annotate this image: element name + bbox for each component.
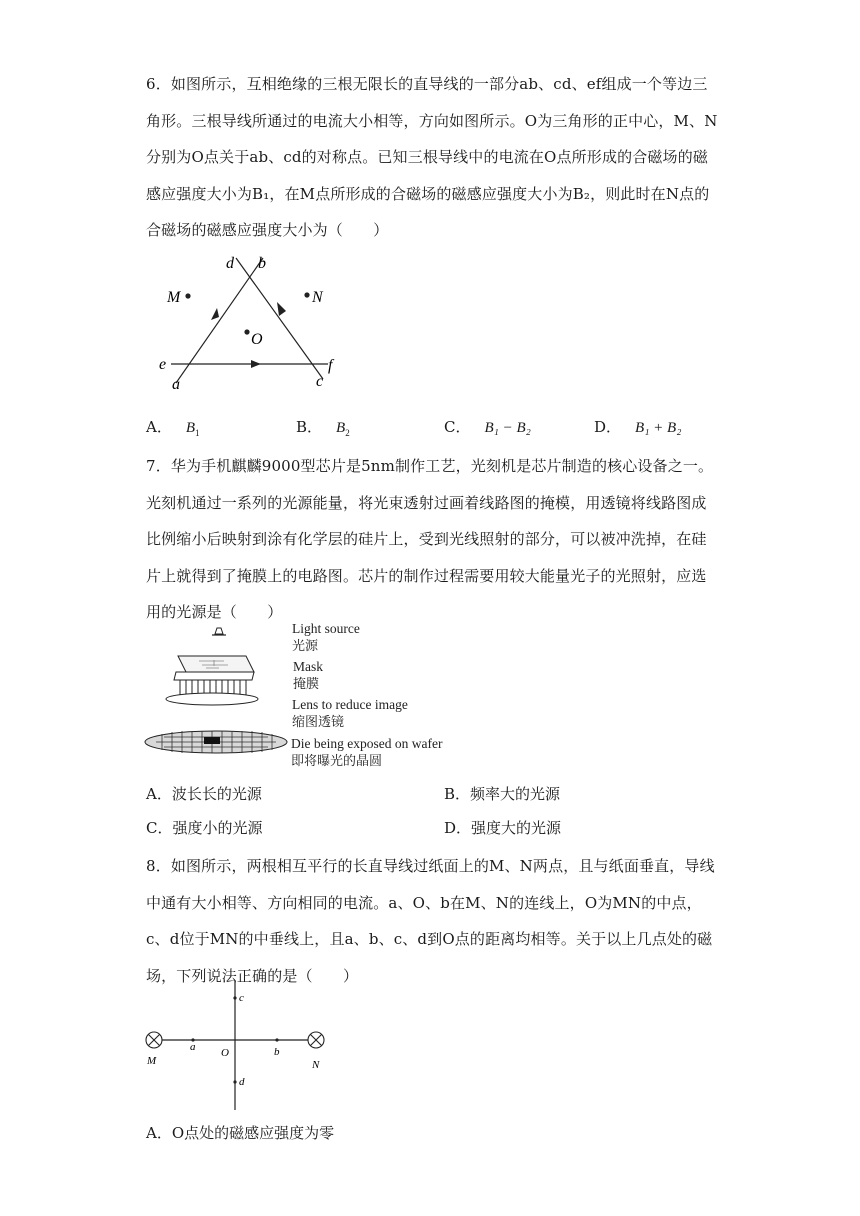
label-a: a [172, 376, 180, 393]
mask-label-cn: 掩膜 [293, 677, 320, 692]
label-b: b [274, 1046, 280, 1058]
point-M-dot [185, 293, 190, 298]
q7-option-b[interactable]: B．频率大的光源 [444, 785, 561, 803]
label-O: O [251, 331, 263, 348]
point-c-dot [233, 996, 236, 999]
label-e: e [159, 356, 167, 373]
arrow-ef-icon [251, 360, 261, 368]
label-d: d [239, 1076, 245, 1088]
q6-option-a[interactable]: A． $B_1$ [146, 418, 200, 438]
q7-option-c[interactable]: C．强度小的光源 [146, 819, 263, 837]
label-c: c [239, 992, 244, 1004]
wafer-icon [145, 731, 287, 753]
lens-label-en: Lens to reduce image [292, 697, 408, 712]
q7-option-d[interactable]: D．强度大的光源 [444, 819, 562, 837]
label-M: M [167, 289, 181, 306]
mask-icon [178, 656, 254, 672]
mask-label-en: Mask [293, 659, 323, 674]
q7-option-a[interactable]: A．波长长的光源 [146, 785, 262, 803]
arrow-ab-icon [211, 308, 219, 320]
q6-option-c[interactable]: C． B₁ − B₂ [444, 418, 531, 436]
label-a: a [190, 1041, 196, 1053]
triangle-wire-diagram [150, 250, 350, 400]
label-N: N [312, 289, 323, 306]
label-M: M [147, 1055, 157, 1067]
arrow-cd-icon [277, 302, 286, 316]
label-N: N [312, 1059, 320, 1071]
die-label-en: Die being exposed on wafer [291, 736, 443, 751]
point-b-dot [275, 1038, 278, 1041]
light-source-icon [212, 628, 226, 635]
q8-option-a[interactable]: A．O点处的磁感应强度为零 [146, 1124, 335, 1142]
question-7-text: 7．华为手机麒麟9000型芯片是5nm制作工艺，光刻机是芯片制造的核心设备之一。光刻机通过一系列的光源能量，将光束透射过画着线路图的掩模，用透镜将线路图成比例缩小后映射到涂有化学层的硅片上，受到光线照射的部分，可以被冲洗掉，在硅片上就得到了掩膜上的电路图。芯片的制作过程需要用较大能量光子的光照射，应选用的光源是（ ） [146, 457, 714, 621]
light-source-label-cn: 光源 [292, 639, 319, 654]
point-N-dot [304, 292, 309, 297]
label-c: c [316, 373, 324, 390]
question-8-text: 8．如图所示，两根相互平行的长直导线过纸面上的M、N两点，且与纸面垂直，导线中通有大小相等、方向相同的电流。a、O、b在M、N的连线上，O为MN的中点，c、d位于MN的中垂线上，且a、b、c、d到O点的距离均相等。关于以上几点处的磁场，下列说法正确的是（ ） [146, 857, 715, 985]
q6-option-b[interactable]: B． $B_2$ [296, 418, 350, 438]
parallel-wires-diagram [140, 976, 340, 1116]
point-O-dot [244, 329, 249, 334]
label-O: O [221, 1047, 229, 1059]
q6-option-d[interactable]: D． B₁ + B₂ [594, 418, 682, 436]
light-source-label-en: Light source [292, 621, 360, 636]
question-6-text: 6．如图所示，互相绝缘的三根无限长的直导线的一部分ab、cd、ef组成一个等边三角形。三根导线所通过的电流大小相等，方向如图所示。O为三角形的正中心，M、N分别为O点关于ab、cd的对称点。已知三根导线中的电流在O点所形成的合磁场的磁感应强度大小为B₁，在M点所形成的合磁场的磁感应强度大小为B₂，则此时在N点的合磁场的磁感应强度大小为（ ） [146, 75, 718, 239]
lens-icon [166, 672, 258, 705]
label-f: f [328, 357, 333, 374]
wire-N-icon [308, 1032, 324, 1048]
lithography-diagram [144, 622, 290, 758]
lens-label-cn: 缩图透镜 [292, 715, 345, 730]
die-label-cn: 即将曝光的晶圆 [291, 754, 383, 769]
wire-M-icon [146, 1032, 162, 1048]
label-d: d [226, 255, 234, 272]
label-b: b [258, 255, 266, 272]
point-d-dot [233, 1080, 236, 1083]
